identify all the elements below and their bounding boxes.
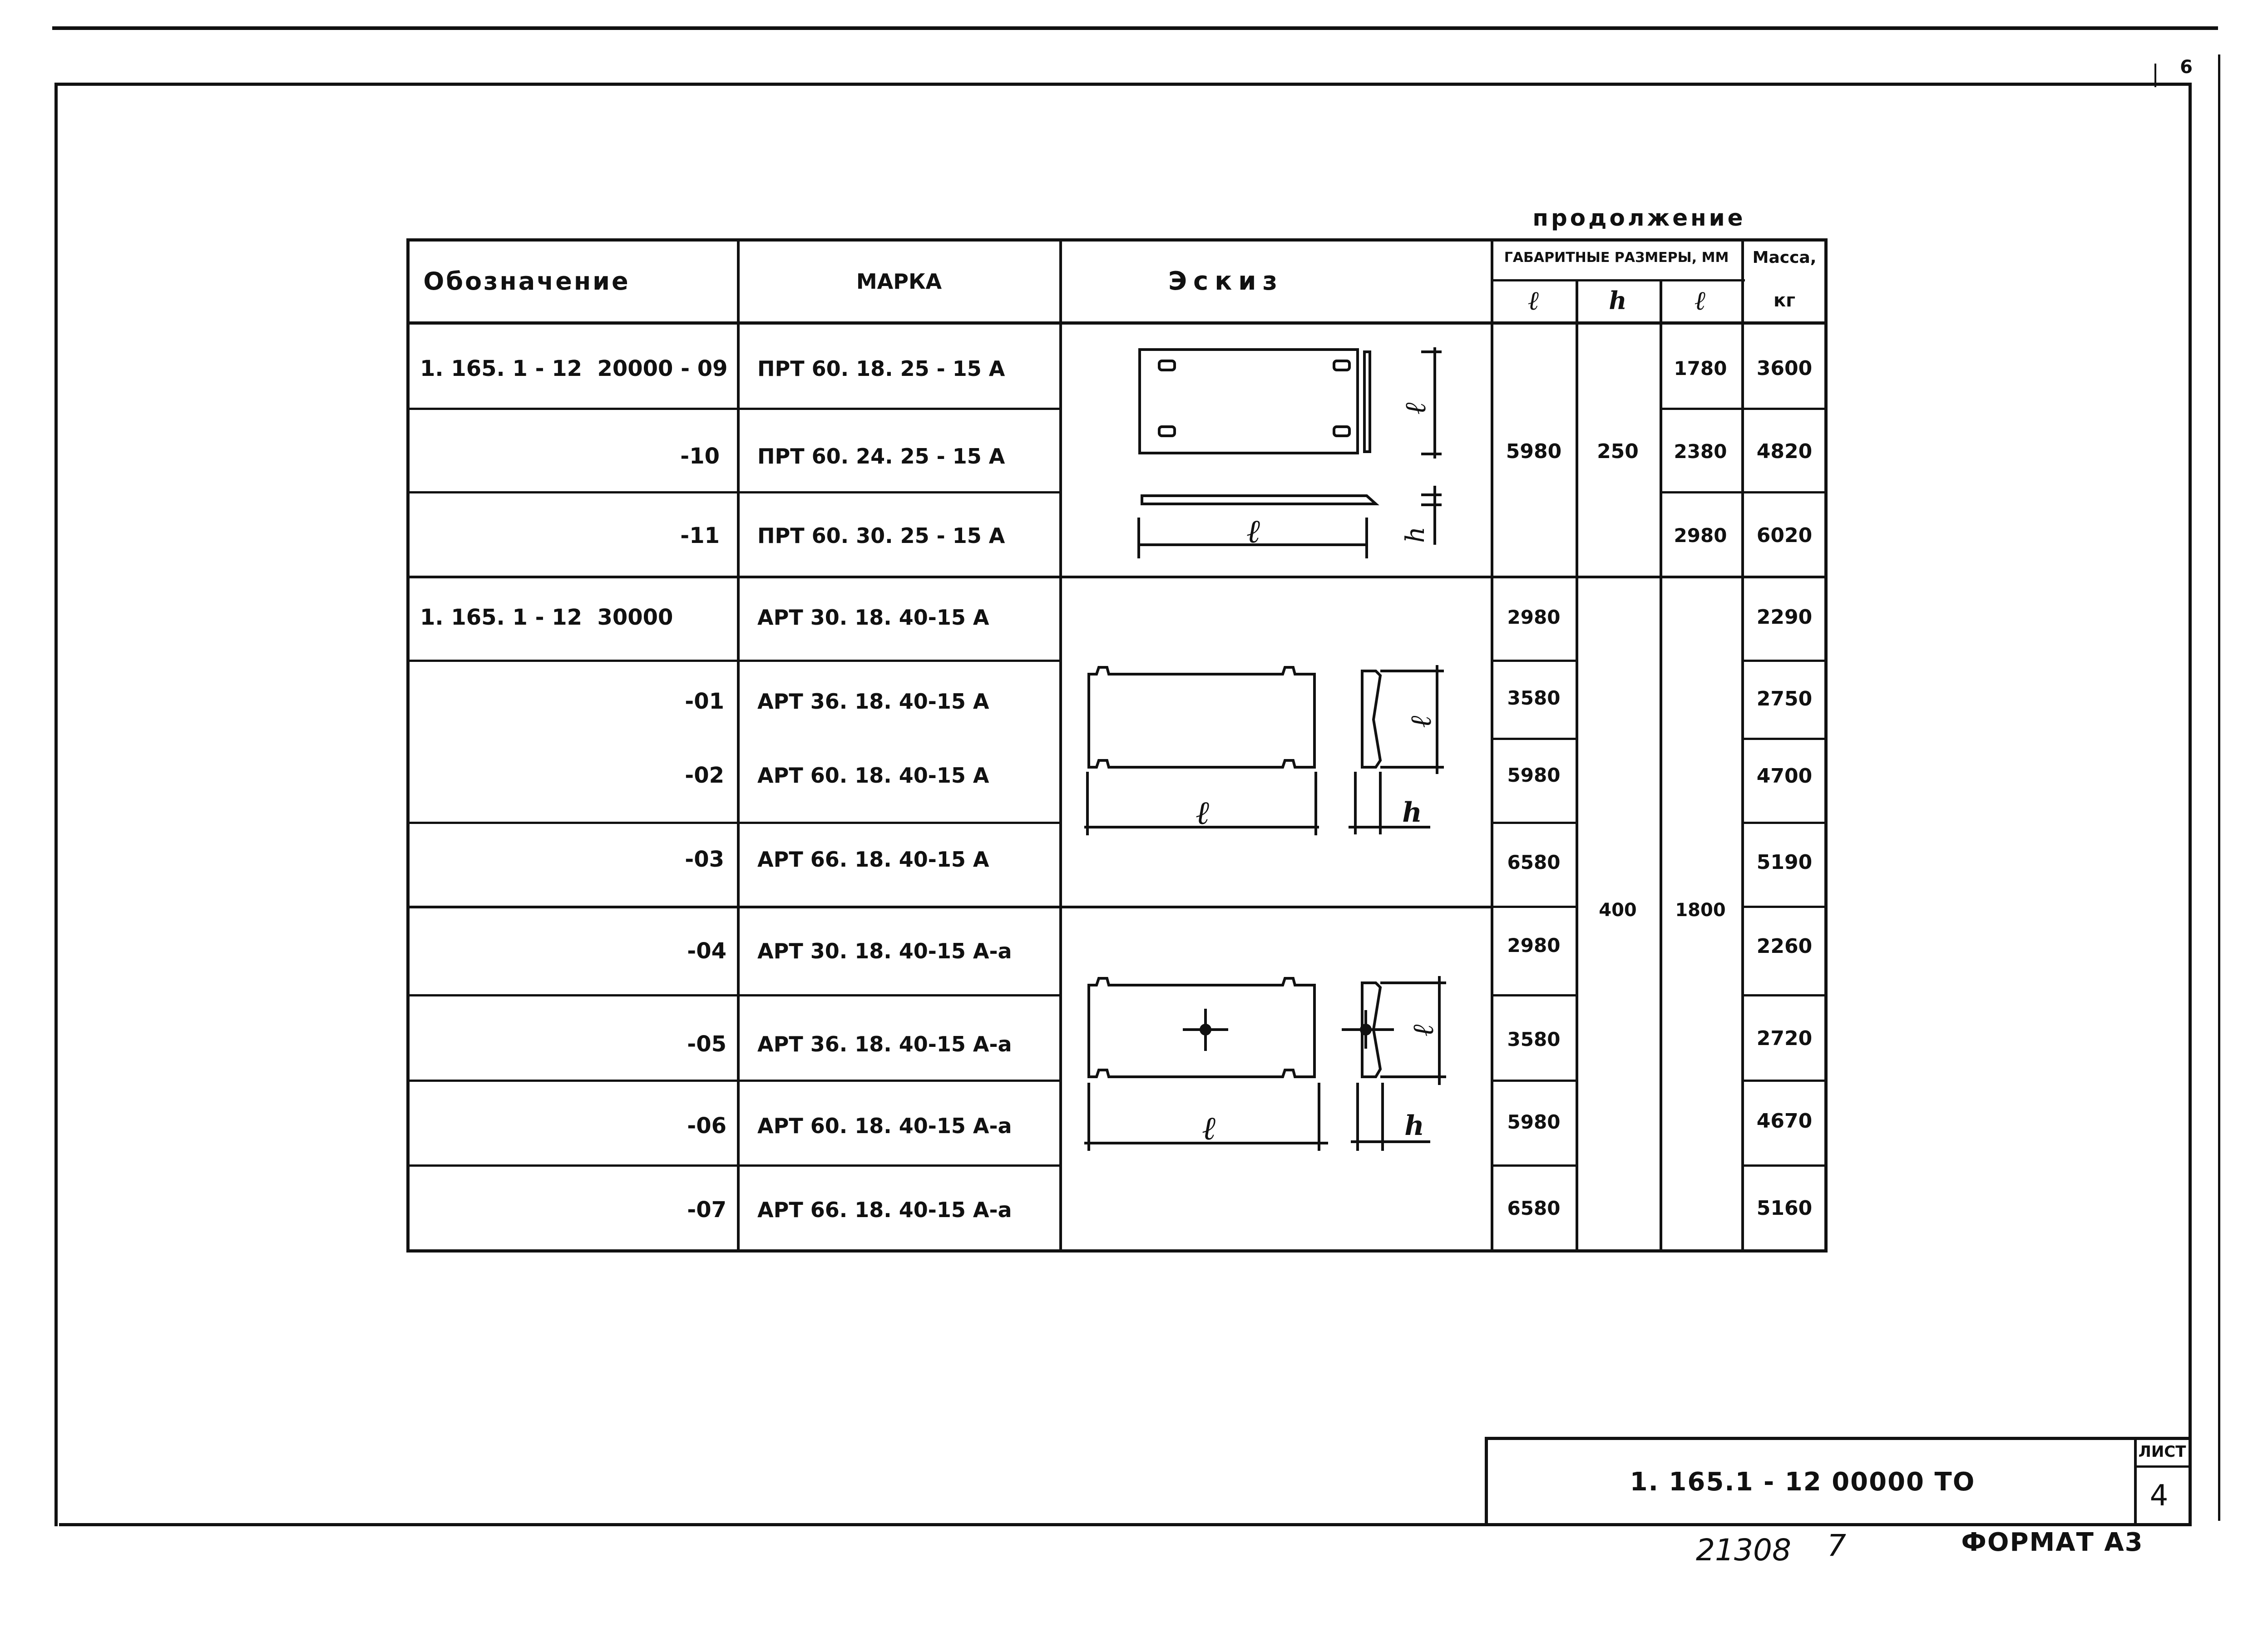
row-10-mass: 4670	[1756, 1110, 1813, 1133]
row-6-mark: АРТ 60. 18. 40-15 А	[757, 763, 989, 788]
header-dims: ГАБАРИТНЫЕ РАЗМЕРЫ, ММ	[1504, 250, 1729, 266]
archive-number: 21308	[1696, 1533, 1791, 1568]
row-5-mass: 2750	[1756, 687, 1813, 710]
row-3-mass: 6020	[1756, 524, 1813, 547]
row-1-width: 1780	[1674, 357, 1727, 380]
corner-mark: 6	[2180, 57, 2193, 78]
header-dim-l: ℓ	[1528, 285, 1540, 316]
row-9-mark: АРТ 36. 18. 40-15 А-а	[757, 1032, 1012, 1056]
sheet-label: ЛИСТ	[2138, 1443, 2186, 1461]
row-1-mass: 3600	[1756, 357, 1813, 380]
sheet-number: 4	[2149, 1479, 2169, 1513]
row-6-mass: 4700	[1756, 764, 1813, 788]
row-8-mark: АРТ 30. 18. 40-15 А-а	[757, 939, 1012, 963]
header-mass-unit: кг	[1773, 290, 1796, 311]
document-code: 1. 165.1 - 12 00000 ТО	[1630, 1467, 1976, 1497]
row-6-length: 5980	[1507, 764, 1561, 786]
row-7-mass: 5190	[1756, 851, 1813, 874]
row-10-length: 5980	[1507, 1111, 1561, 1133]
row-9-mass: 2720	[1756, 1027, 1813, 1050]
row-1-designation: 1. 165. 1 - 12 20000 - 09	[420, 356, 728, 381]
row-9-designation: -05	[687, 1031, 726, 1057]
row-7-mark: АРТ 66. 18. 40-15 А	[757, 847, 989, 872]
row-4-designation: 1. 165. 1 - 12 30000	[420, 605, 673, 630]
group1-length: 5980	[1506, 440, 1562, 463]
row-10-mark: АРТ 60. 18. 40-15 А-а	[757, 1114, 1012, 1138]
row-11-length: 6580	[1507, 1197, 1561, 1219]
sheet-cell-divider	[2134, 1465, 2192, 1468]
group1-height: 250	[1597, 440, 1639, 463]
row-4-mass: 2290	[1756, 606, 1813, 629]
sketch2-height-label: h	[1402, 797, 1422, 828]
row-5-designation: -01	[685, 689, 724, 714]
row-3-designation: -11	[680, 523, 720, 548]
row-6-designation: -02	[685, 763, 724, 788]
group2-height: 400	[1599, 900, 1637, 921]
row-10-designation: -06	[687, 1113, 726, 1139]
sketch1-height-label: h	[1401, 526, 1430, 543]
row-8-designation: -04	[687, 938, 726, 964]
sketch3-width-label: ℓ	[1407, 1024, 1440, 1037]
row-2-mark: ПРТ 60. 24. 25 - 15 А	[757, 444, 1005, 468]
sketch2-width-label: ℓ	[1404, 715, 1438, 728]
row-9-length: 3580	[1507, 1028, 1561, 1050]
row-4-mark: АРТ 30. 18. 40-15 А	[757, 605, 989, 630]
row-7-designation: -03	[685, 847, 724, 872]
row-8-mass: 2260	[1756, 935, 1813, 958]
title-block-top	[1485, 1437, 2192, 1440]
row-1-mark: ПРТ 60. 18. 25 - 15 А	[757, 356, 1005, 381]
row-5-mark: АРТ 36. 18. 40-15 А	[757, 689, 989, 714]
header-dim-h: h	[1609, 286, 1627, 315]
row-11-mark: АРТ 66. 18. 40-15 А-а	[757, 1198, 1012, 1222]
row-2-mass: 4820	[1756, 440, 1813, 463]
row-3-width: 2980	[1674, 524, 1727, 547]
row-4-length: 2980	[1507, 606, 1561, 628]
format-label: ФОРМАТ А3	[1961, 1528, 2144, 1557]
row-5-length: 3580	[1507, 687, 1561, 709]
row-11-designation: -07	[687, 1197, 726, 1223]
continuation-label: продолжение	[1532, 205, 1746, 231]
row-2-width: 2380	[1674, 440, 1727, 463]
header-mark: МАРКА	[856, 269, 942, 294]
title-block-left	[1485, 1437, 1488, 1525]
sketch1-width-label: ℓ	[1399, 402, 1433, 415]
row-2-designation: -10	[680, 444, 720, 469]
header-dim-b: ℓ	[1695, 285, 1706, 316]
row-8-length: 2980	[1507, 934, 1561, 957]
sketch1-length-label: ℓ	[1246, 512, 1260, 550]
row-11-mass: 5160	[1756, 1197, 1813, 1220]
sheet-cell-left	[2134, 1437, 2137, 1525]
row-3-mark: ПРТ 60. 30. 25 - 15 А	[757, 523, 1005, 548]
copy-number: 7	[1827, 1528, 1846, 1563]
sketch2-length-label: ℓ	[1196, 794, 1209, 832]
header-mass: Масса,	[1752, 248, 1817, 267]
header-sketch: Эскиз	[1168, 266, 1284, 296]
sketch3-length-label: ℓ	[1202, 1109, 1215, 1147]
header-designation: Обозначение	[423, 267, 630, 296]
group2-width: 1800	[1675, 900, 1726, 921]
row-7-length: 6580	[1507, 851, 1561, 873]
sketch3-height-label: h	[1404, 1110, 1424, 1142]
